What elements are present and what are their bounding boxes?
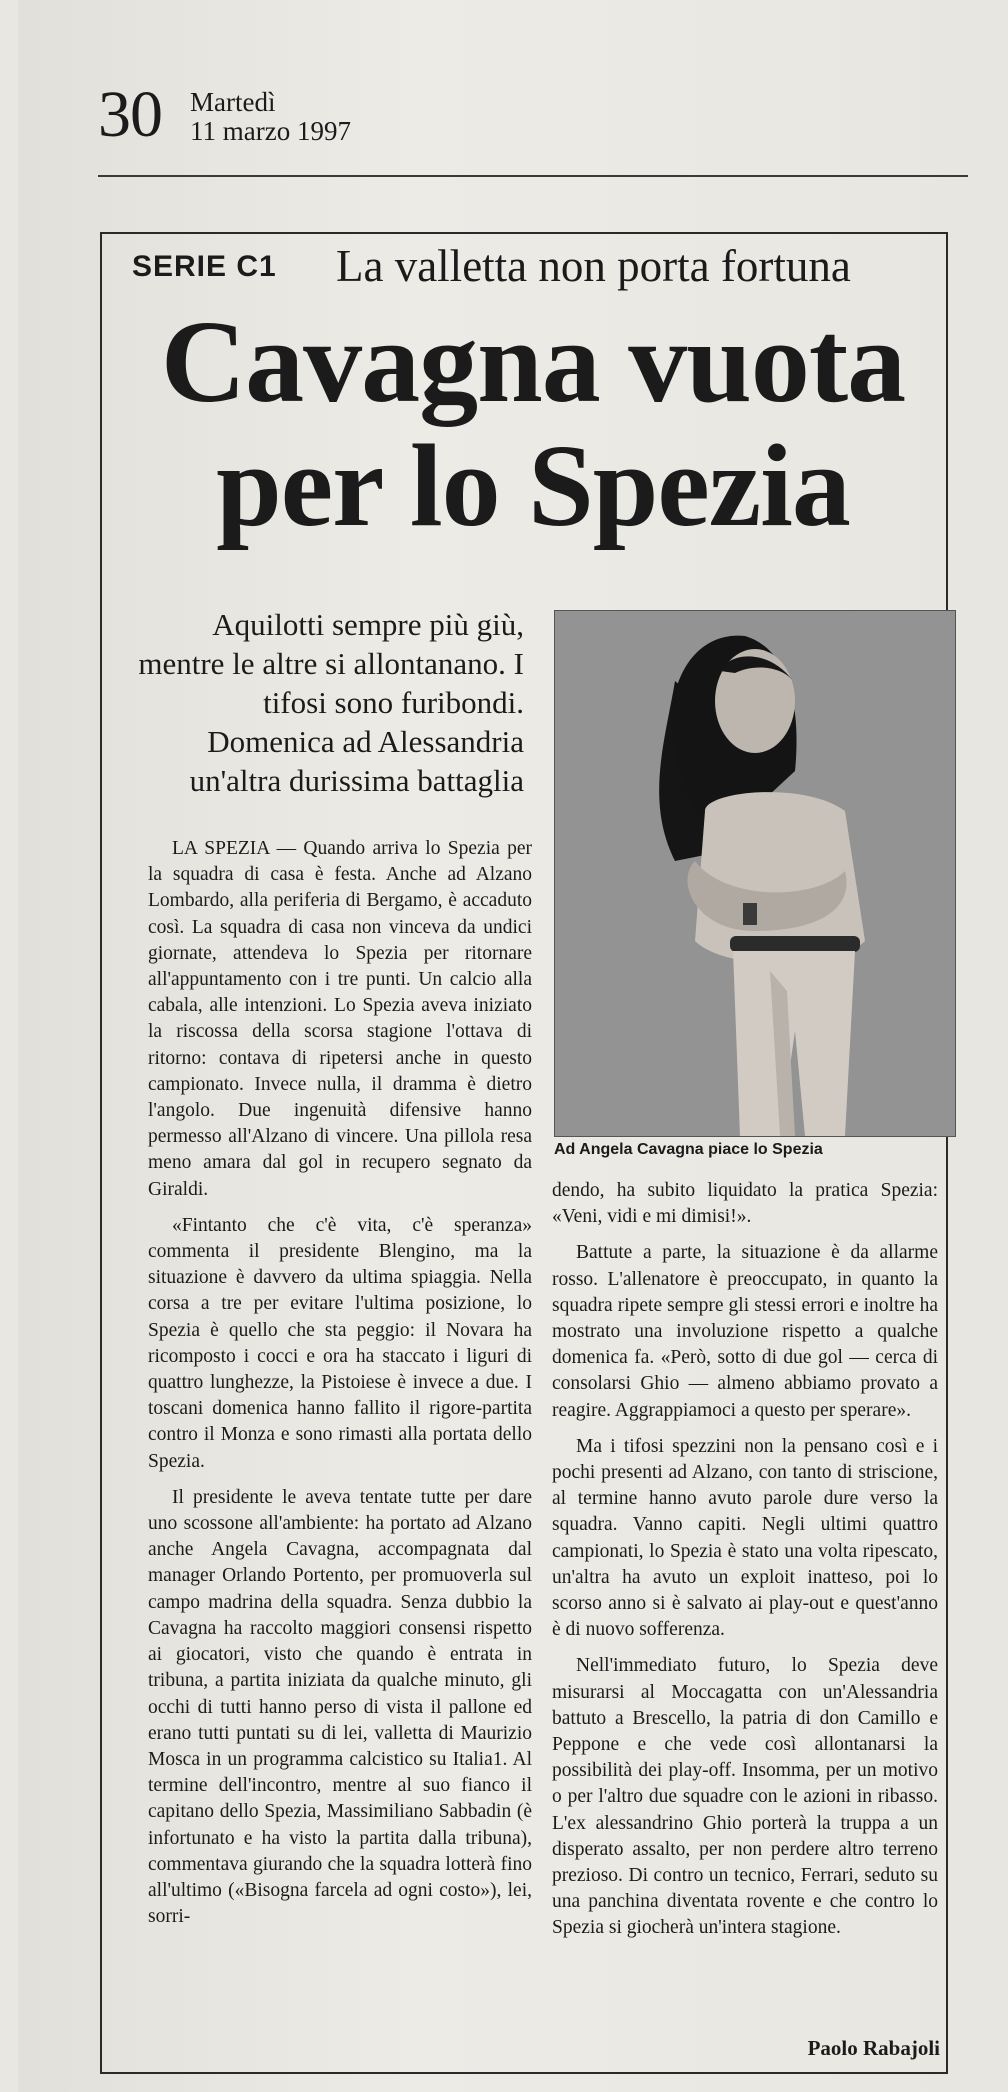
paragraph: LA SPEZIA — Quando arriva lo Spezia per la squadra di casa è festa. Anche ad Alzano Lombardo, alla periferia di Bergamo, è accaduto così. La squadra di casa non vinceva da undici giornate, attendeva lo Spezia per ritornare all'appuntamento con i tre punti. Un calcio alla cabala, alle intenzioni. Lo Spezia aveva iniziato la riscossa della scorsa stagione l'ottava di ritorno: contava di ripetersi anche in questo campionato. Invece nulla, il dramma è dietro l'angolo. Due ingenuità difensive hanno permesso all'Alzano di vincere. Una pillola resa meno amara dal gol in recupero segnato da Giraldi.	[148, 838, 532, 1200]
issue-weekday: Martedì	[190, 87, 276, 117]
paragraph: Il presidente le aveva tentate tutte per dare uno scossone all'ambiente: ha portato ad Alzano anche Angela Cavagna, accompagnata dal manager Orlando Portento, per promuoverla sul campo madrina della squadra. Senza dubbio la Cavagna ha raccolto maggiori consensi rispetto ai giocatori, visto che quando è entrata in tribuna, a partita iniziata da qualche minuto, gli occhi di tutti hanno perso di vista il pallone ed erano tutti puntati su di lei, valletta di Maurizio Mosca in un programma calcistico su Italia1. Al termine dell'incontro, mentre al suo fianco il capitano dello Spezia, Massimiliano Sabbadin (è infortunato e ha visto la partita dalla tribuna), commentava giurando che la squadra lotterà fino all'ultimo («Bisogna farcela ad ogni costo»), lei, sorri-	[148, 1486, 532, 1928]
article-column-1	[148, 836, 532, 1940]
kicker: La valletta non porta fortuna	[336, 241, 851, 291]
photo-caption: Ad Angela Cavagna piace lo Spezia	[554, 1141, 823, 1158]
paragraph: Ma i tifosi spezzini non la pensano così e i pochi presenti ad Alzano, con tanto di striscione, al termine hanno avuto parole dure verso la squadra. Vanno capiti. Negli ultimi quattro campionati, lo Spezia è stato una volta ripescato, un'altra ha avuto un exploit inatteso, poi lo scorso anno si è salvato ai play-out e quest'anno è di nuovo sofferenza.	[552, 1435, 938, 1641]
section-label: SERIE C1	[132, 250, 277, 283]
header-rule	[98, 175, 968, 177]
paragraph: Nell'immediato futuro, lo Spezia deve misurarsi al Moccagatta con un'Alessandria battuto a Brescello, la patria di don Camillo e Peppone e che vede così allontanarsi la possibilità dei play-off. Insomma, per un motivo o per l'altro due squadre con le azioni in ribasso. L'ex alessandrino Ghio porterà la truppa a un disperato assalto, per non perdere altro terreno prezioso. Di contro un tecnico, Ferrari, seduto su una panchina diventata rovente e che contro lo Spezia si giocherà un'intera stagione.	[552, 1655, 938, 1939]
headline: Cavagna vuota per lo Spezia	[160, 296, 906, 551]
paragraph: dendo, ha subito liquidato la pratica Spezia: «Veni, vidi e mi dimisi!».	[552, 1180, 938, 1228]
byline: Paolo Rabajoli	[807, 2036, 940, 2060]
portrait-photo	[554, 610, 956, 1137]
paragraph: «Fintanto che c'è vita, c'è speranza» commenta il presidente Blengino, ma la situazione è davvero da ultima spiaggia. Nella corsa a tre per evitare l'ultima posizione, lo Spezia è quello che sta peggio: il Novara ha ricomposto i cocci e ora ha staccato i liguri di quattro lunghezze, la Pistoiese è invece a due. I toscani domenica hanno fallito il rigore-partita contro il Monza e sono rimasti alla portata dello Spezia.	[148, 1214, 532, 1472]
issue-day: 11 marzo 1997	[190, 116, 351, 146]
issue-date	[190, 88, 351, 146]
paragraph: Battute a parte, la situazione è da allarme rosso. L'allenatore è preoccupato, in quanto la squadra ripete sempre gli stessi errori e inoltre ha mostrato una involuzione rispetto a qualche domenica fa. «Però, sotto di due gol — cerca di consolarsi Ghio — almeno abbiamo provato a reagire. Aggrappiamoci a questo per sperare».	[552, 1242, 938, 1421]
article-column-2	[552, 1178, 938, 1952]
page-number: 30	[98, 78, 162, 151]
deck: Aquilotti sempre più giù, mentre le altre si allontanano. I tifosi sono furibondi. Domenica ad Alessandria un'altra durissima battaglia	[138, 607, 524, 798]
portrait-photo-illustration	[555, 611, 955, 1136]
